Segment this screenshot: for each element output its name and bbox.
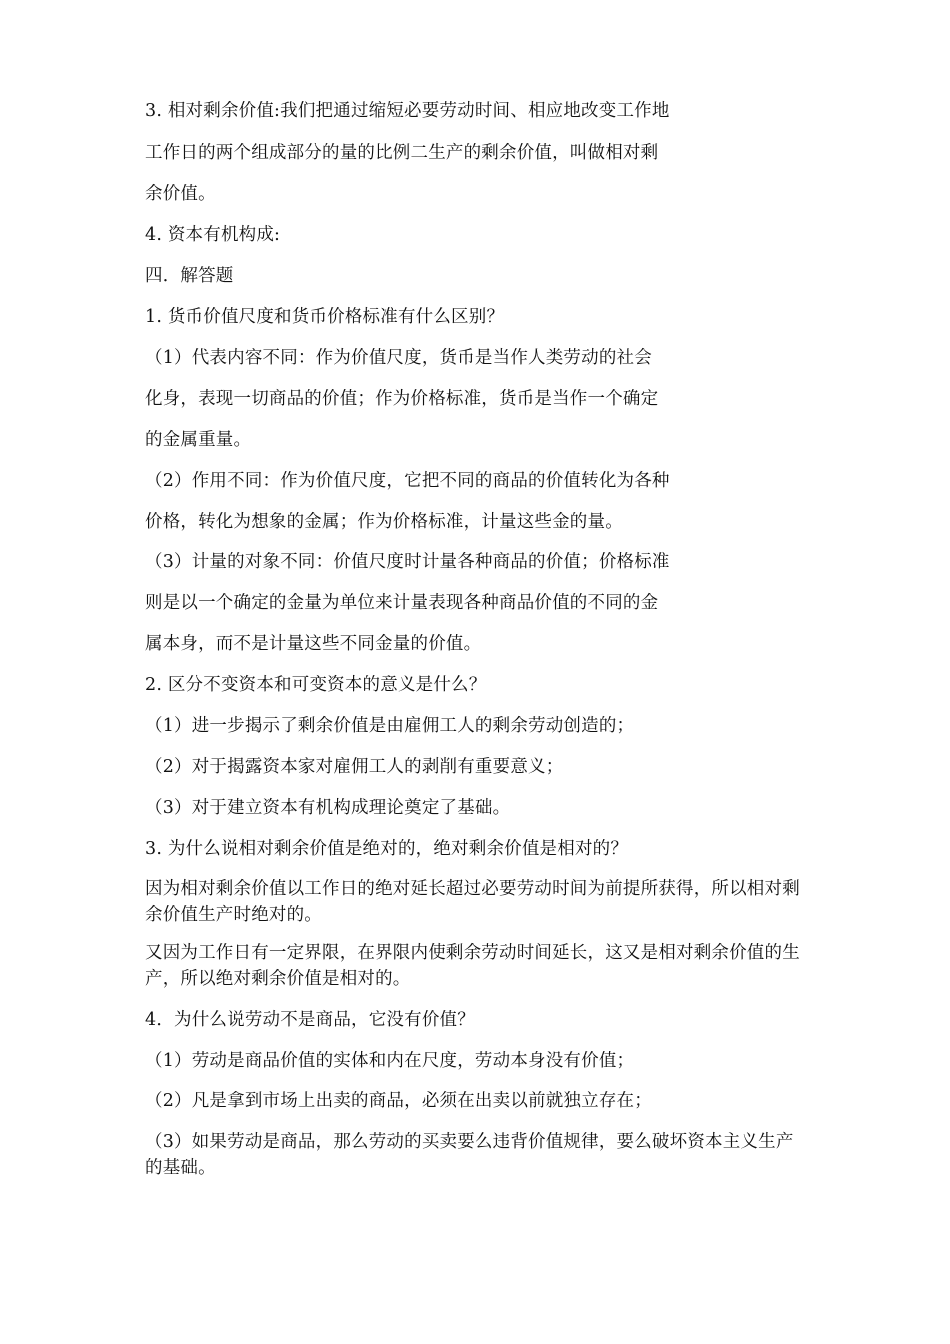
- answer-1-point-2-line-2: 价格，转化为想象的金属；作为价格标准，计量这些金的量。: [145, 512, 623, 532]
- text-line-organic-composition: 4. 资本有机构成:: [145, 225, 281, 245]
- answer-1-point-1-line-2: 化身，表现一切商品的价值；作为价格标准，货币是当作一个确定: [145, 389, 659, 409]
- question-3: 3. 为什么说相对剩余价值是绝对的，绝对剩余价值是相对的？: [145, 839, 629, 859]
- question-2: 2. 区分不变资本和可变资本的意义是什么？: [145, 675, 487, 695]
- answer-2-point-3: （3）对于建立资本有机构成理论奠定了基础。: [145, 798, 511, 818]
- answer-1-point-3-line-2: 则是以一个确定的金量为单位来计量表现各种商品价值的不同的金: [145, 593, 659, 613]
- answer-4-point-1: （1）劳动是商品价值的实体和内在尺度，劳动本身没有价值；: [145, 1051, 635, 1071]
- answer-4-point-2: （2）凡是拿到市场上出卖的商品，必须在出卖以前就独立存在；: [145, 1091, 652, 1111]
- section-heading-answer-questions: 四．解答题: [145, 266, 234, 286]
- answer-1-point-2-line-1: （2）作用不同：作为价值尺度，它把不同的商品的价值转化为各种: [145, 471, 670, 491]
- text-line-relative-surplus-value-2: 工作日的两个组成部分的量的比例二生产的剩余价值，叫做相对剩: [145, 143, 659, 163]
- answer-1-point-3-line-1: （3）计量的对象不同：价值尺度时计量各种商品的价值；价格标准: [145, 552, 670, 572]
- question-4: 4．为什么说劳动不是商品，它没有价值？: [145, 1010, 475, 1030]
- answer-2-point-1: （1）进一步揭示了剩余价值是由雇佣工人的剩余劳动创造的；: [145, 716, 635, 736]
- answer-1-point-3-line-3: 属本身，而不是计量这些不同金量的价值。: [145, 634, 482, 654]
- answer-2-point-2: （2）对于揭露资本家对雇佣工人的剥削有重要意义；: [145, 757, 564, 777]
- answer-1-point-1-line-1: （1）代表内容不同：作为价值尺度，货币是当作人类劳动的社会: [145, 348, 652, 368]
- answer-3-paragraph-2: 又因为工作日有一定界限，在界限内使剩余劳动时间延长，这又是相对剩余价值的生产，所以绝对剩余价值是相对的。: [145, 943, 800, 989]
- text-line-relative-surplus-value-1: 3. 相对剩余价值:我们把通过缩短必要劳动时间、相应地改变工作地: [145, 101, 670, 121]
- text-line-relative-surplus-value-3: 余价值。: [145, 184, 216, 204]
- answer-1-point-1-line-3: 的金属重量。: [145, 430, 252, 450]
- answer-3-paragraph-1: 因为相对剩余价值以工作日的绝对延长超过必要劳动时间为前提所获得，所以相对剩余价值生产时绝对的。: [145, 879, 800, 925]
- question-1: 1. 货币价值尺度和货币价格标准有什么区别？: [145, 307, 505, 327]
- answer-4-point-3: （3）如果劳动是商品，那么劳动的买卖要么违背价值规律，要么破坏资本主义生产的基础。: [145, 1132, 794, 1178]
